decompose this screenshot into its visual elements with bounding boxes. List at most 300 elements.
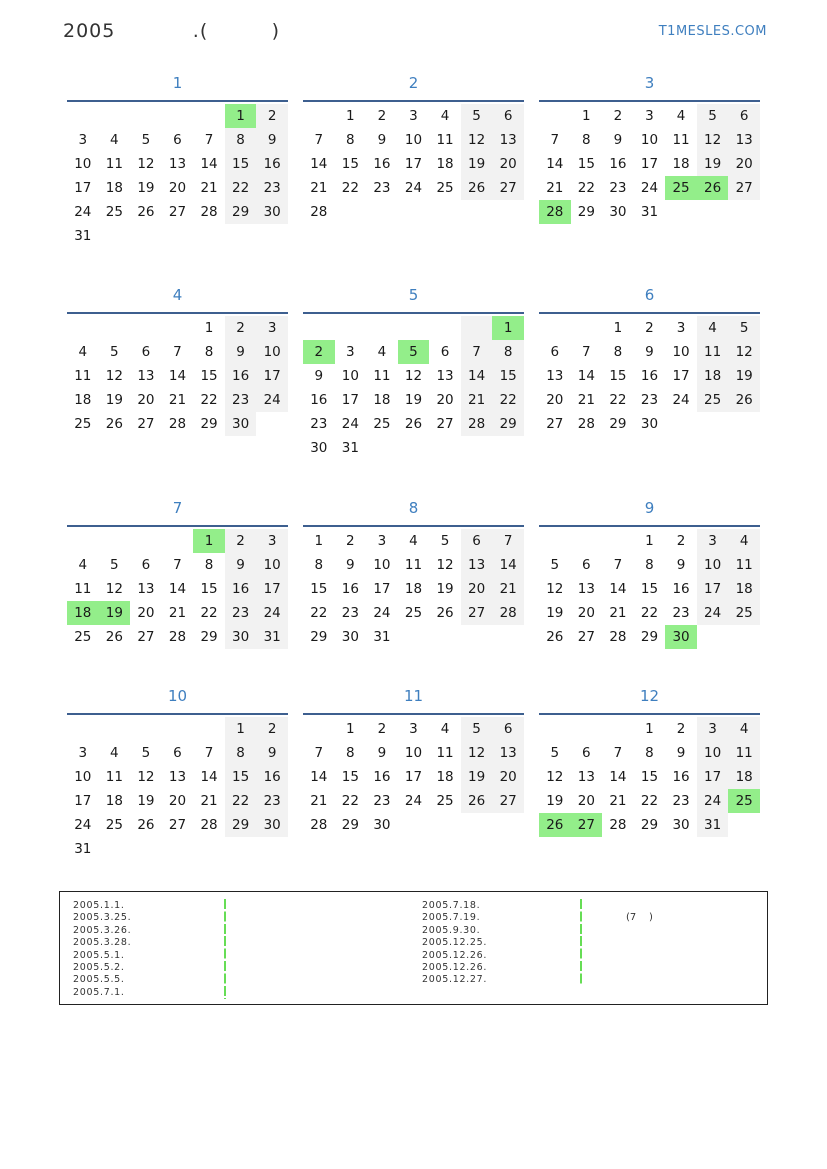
day-cell[interactable]: 28 xyxy=(492,601,524,625)
day-cell[interactable]: 12 xyxy=(728,340,760,364)
day-cell[interactable]: 29 xyxy=(640,817,659,833)
day-cell[interactable]: 6 xyxy=(582,745,591,761)
day-cell[interactable]: 25 xyxy=(74,416,92,432)
day-cell[interactable]: 23 xyxy=(609,180,627,196)
day-cell[interactable]: 1 xyxy=(582,108,591,124)
day-cell[interactable]: 10 xyxy=(404,745,423,761)
day-cell[interactable]: 18 xyxy=(672,156,690,172)
day-cell[interactable]: 20 xyxy=(577,793,595,809)
day-cell[interactable]: 20 xyxy=(436,392,454,408)
day-cell[interactable]: 18 xyxy=(728,577,760,601)
day-cell[interactable]: 10 xyxy=(256,340,288,364)
day-cell[interactable]: 8 xyxy=(204,557,214,573)
day-cell[interactable]: 5 xyxy=(550,557,560,573)
day-cell[interactable]: 23 xyxy=(256,176,288,200)
day-cell[interactable]: 30 xyxy=(310,440,328,456)
day-cell[interactable]: 25 xyxy=(728,601,760,625)
day-cell[interactable]: 12 xyxy=(436,557,454,573)
day-cell[interactable]: 16 xyxy=(256,152,288,176)
day-cell[interactable]: 4 xyxy=(409,533,418,549)
day-cell[interactable]: 27 xyxy=(546,416,564,432)
day-cell[interactable]: 17 xyxy=(373,581,391,597)
day-cell[interactable]: 10 xyxy=(256,553,288,577)
day-cell[interactable]: 5 xyxy=(110,344,119,360)
day-cell[interactable]: 16 xyxy=(341,581,359,597)
day-cell[interactable]: 3 xyxy=(676,320,686,336)
day-cell[interactable]: 6 xyxy=(141,344,151,360)
day-cell[interactable]: 26 xyxy=(461,176,493,200)
day-cell[interactable]: 18 xyxy=(697,364,729,388)
day-cell[interactable]: 21 xyxy=(200,793,218,809)
day-cell[interactable]: 5 xyxy=(440,533,450,549)
day-cell[interactable]: 10 xyxy=(697,741,729,765)
day-cell[interactable]: 17 xyxy=(256,577,288,601)
day-cell[interactable]: 3 xyxy=(645,108,654,124)
day-cell[interactable]: 15 xyxy=(341,156,359,172)
day-cell[interactable]: 1 xyxy=(225,717,257,741)
day-cell[interactable]: 10 xyxy=(640,132,659,148)
day-cell[interactable]: 19 xyxy=(546,605,564,621)
day-cell[interactable]: 17 xyxy=(404,156,423,172)
day-cell[interactable]: 23 xyxy=(640,392,659,408)
day-cell[interactable]: 16 xyxy=(225,577,257,601)
day-cell[interactable]: 14 xyxy=(310,156,328,172)
day-cell[interactable]: 23 xyxy=(672,605,690,621)
day-cell[interactable]: 13 xyxy=(577,581,595,597)
day-cell[interactable]: 7 xyxy=(582,344,591,360)
day-cell[interactable]: 15 xyxy=(577,156,595,172)
day-cell[interactable]: 20 xyxy=(492,152,524,176)
day-cell[interactable]: 5 xyxy=(141,132,151,148)
day-cell[interactable]: 24 xyxy=(256,388,288,412)
day-cell[interactable]: 31 xyxy=(373,629,391,645)
day-cell[interactable]: 23 xyxy=(373,180,391,196)
day-cell[interactable]: 7 xyxy=(613,745,623,761)
day-cell[interactable]: 6 xyxy=(461,529,493,553)
day-cell[interactable]: 29 xyxy=(310,629,328,645)
day-cell[interactable]: 9 xyxy=(377,745,387,761)
day-cell[interactable]: 4 xyxy=(377,344,387,360)
day-cell[interactable]: 27 xyxy=(168,204,187,220)
day-cell[interactable]: 11 xyxy=(105,156,123,172)
day-cell[interactable]: 26 xyxy=(137,817,155,833)
day-cell[interactable]: 25 xyxy=(105,817,123,833)
day-cell[interactable]: 15 xyxy=(640,769,659,785)
day-cell[interactable]: 12 xyxy=(137,156,155,172)
day-cell[interactable]: 9 xyxy=(676,557,686,573)
day-cell[interactable]: 2 xyxy=(377,721,387,737)
day-cell[interactable]: 18 xyxy=(67,601,99,625)
day-cell[interactable]: 20 xyxy=(168,180,187,196)
day-cell[interactable]: 3 xyxy=(256,316,288,340)
day-cell[interactable]: 8 xyxy=(346,132,355,148)
day-cell[interactable]: 30 xyxy=(225,412,257,436)
day-cell[interactable]: 13 xyxy=(492,128,524,152)
day-cell[interactable]: 7 xyxy=(461,340,493,364)
day-cell[interactable]: 8 xyxy=(582,132,591,148)
day-cell[interactable]: 22 xyxy=(225,789,257,813)
day-cell[interactable]: 25 xyxy=(436,793,454,809)
day-cell[interactable]: 17 xyxy=(256,364,288,388)
site-brand[interactable]: T1MESLES.COM xyxy=(658,24,767,39)
day-cell[interactable]: 23 xyxy=(225,601,257,625)
day-cell[interactable]: 20 xyxy=(728,152,760,176)
day-cell[interactable]: 8 xyxy=(645,745,654,761)
day-cell[interactable]: 27 xyxy=(728,176,760,200)
day-cell[interactable]: 21 xyxy=(168,392,187,408)
day-cell[interactable]: 12 xyxy=(461,741,493,765)
day-cell[interactable]: 18 xyxy=(373,392,391,408)
day-cell[interactable]: 4 xyxy=(676,108,686,124)
day-cell[interactable]: 12 xyxy=(546,769,564,785)
day-cell[interactable]: 24 xyxy=(672,392,690,408)
day-cell[interactable]: 28 xyxy=(310,204,328,220)
day-cell[interactable]: 13 xyxy=(577,769,595,785)
day-cell[interactable]: 17 xyxy=(672,368,690,384)
day-cell[interactable]: 16 xyxy=(373,769,391,785)
day-cell[interactable]: 24 xyxy=(404,180,423,196)
day-cell[interactable]: 9 xyxy=(645,344,654,360)
day-cell[interactable]: 30 xyxy=(225,625,257,649)
day-cell[interactable]: 24 xyxy=(341,416,359,432)
day-cell[interactable]: 2 xyxy=(256,717,288,741)
day-cell[interactable]: 23 xyxy=(373,793,391,809)
day-cell[interactable]: 20 xyxy=(461,577,493,601)
day-cell[interactable]: 21 xyxy=(577,392,595,408)
day-cell[interactable]: 19 xyxy=(546,793,564,809)
day-cell[interactable]: 3 xyxy=(697,529,729,553)
day-cell[interactable]: 30 xyxy=(373,817,391,833)
day-cell[interactable]: 7 xyxy=(613,557,623,573)
day-cell[interactable]: 6 xyxy=(173,132,182,148)
day-cell[interactable]: 31 xyxy=(697,813,729,837)
day-cell[interactable]: 31 xyxy=(341,440,359,456)
day-cell[interactable]: 18 xyxy=(105,793,123,809)
day-cell[interactable]: 4 xyxy=(110,745,119,761)
day-cell[interactable]: 13 xyxy=(728,128,760,152)
day-cell[interactable]: 12 xyxy=(105,368,123,384)
day-cell[interactable]: 17 xyxy=(697,765,729,789)
day-cell[interactable]: 30 xyxy=(341,629,359,645)
day-cell[interactable]: 7 xyxy=(550,132,560,148)
day-cell[interactable]: 1 xyxy=(492,316,524,340)
day-cell[interactable]: 29 xyxy=(577,204,595,220)
day-cell[interactable]: 16 xyxy=(609,156,627,172)
day-cell[interactable]: 5 xyxy=(697,104,729,128)
day-cell[interactable]: 13 xyxy=(492,741,524,765)
day-cell[interactable]: 1 xyxy=(645,533,654,549)
day-cell[interactable]: 9 xyxy=(256,741,288,765)
day-cell[interactable]: 27 xyxy=(492,789,524,813)
day-cell[interactable]: 21 xyxy=(492,577,524,601)
day-cell[interactable]: 21 xyxy=(168,605,187,621)
day-cell[interactable]: 4 xyxy=(440,721,450,737)
day-cell[interactable]: 26 xyxy=(697,176,729,200)
day-cell[interactable]: 6 xyxy=(173,745,182,761)
day-cell[interactable]: 11 xyxy=(404,557,423,573)
day-cell[interactable]: 18 xyxy=(74,392,92,408)
day-cell[interactable]: 29 xyxy=(200,629,218,645)
day-cell[interactable]: 16 xyxy=(640,368,659,384)
day-cell[interactable]: 25 xyxy=(404,605,423,621)
day-cell[interactable]: 1 xyxy=(346,721,355,737)
day-cell[interactable]: 2 xyxy=(676,533,686,549)
day-cell[interactable]: 2 xyxy=(346,533,355,549)
day-cell[interactable]: 5 xyxy=(461,104,493,128)
day-cell[interactable]: 7 xyxy=(204,745,214,761)
day-cell[interactable]: 9 xyxy=(256,128,288,152)
day-cell[interactable]: 10 xyxy=(74,156,92,172)
day-cell[interactable]: 25 xyxy=(74,629,92,645)
day-cell[interactable]: 12 xyxy=(546,581,564,597)
day-cell[interactable]: 29 xyxy=(492,412,524,436)
day-cell[interactable]: 8 xyxy=(346,745,355,761)
day-cell[interactable]: 20 xyxy=(137,605,155,621)
day-cell[interactable]: 22 xyxy=(492,388,524,412)
day-cell[interactable]: 2 xyxy=(645,320,654,336)
day-cell[interactable]: 28 xyxy=(310,817,328,833)
day-cell[interactable]: 18 xyxy=(436,769,454,785)
day-cell[interactable]: 7 xyxy=(314,745,324,761)
day-cell[interactable]: 5 xyxy=(141,745,151,761)
day-cell[interactable]: 30 xyxy=(640,416,659,432)
day-cell[interactable]: 27 xyxy=(461,601,493,625)
day-cell[interactable]: 19 xyxy=(137,793,155,809)
day-cell[interactable]: 27 xyxy=(137,629,155,645)
day-cell[interactable]: 14 xyxy=(310,769,328,785)
day-cell[interactable]: 24 xyxy=(640,180,659,196)
day-cell[interactable]: 12 xyxy=(404,368,423,384)
day-cell[interactable]: 15 xyxy=(609,368,627,384)
day-cell[interactable]: 29 xyxy=(341,817,359,833)
day-cell[interactable]: 2 xyxy=(225,316,257,340)
day-cell[interactable]: 30 xyxy=(609,204,627,220)
day-cell[interactable]: 8 xyxy=(314,557,324,573)
day-cell[interactable]: 27 xyxy=(168,817,187,833)
day-cell[interactable]: 6 xyxy=(728,104,760,128)
day-cell[interactable]: 16 xyxy=(256,765,288,789)
day-cell[interactable]: 2 xyxy=(613,108,623,124)
day-cell[interactable]: 9 xyxy=(225,340,257,364)
day-cell[interactable]: 31 xyxy=(256,625,288,649)
day-cell[interactable]: 27 xyxy=(436,416,454,432)
day-cell[interactable]: 13 xyxy=(461,553,493,577)
day-cell[interactable]: 5 xyxy=(728,316,760,340)
day-cell[interactable]: 24 xyxy=(74,204,92,220)
day-cell[interactable]: 1 xyxy=(204,320,214,336)
day-cell[interactable]: 29 xyxy=(200,416,218,432)
day-cell[interactable]: 8 xyxy=(492,340,524,364)
day-cell[interactable]: 2 xyxy=(256,104,288,128)
day-cell[interactable]: 23 xyxy=(225,388,257,412)
day-cell[interactable]: 8 xyxy=(225,741,257,765)
day-cell[interactable]: 28 xyxy=(539,200,571,224)
day-cell[interactable]: 11 xyxy=(728,553,760,577)
day-cell[interactable]: 20 xyxy=(577,605,595,621)
day-cell[interactable]: 9 xyxy=(377,132,387,148)
day-cell[interactable]: 11 xyxy=(74,368,92,384)
day-cell[interactable]: 3 xyxy=(697,717,729,741)
day-cell[interactable]: 22 xyxy=(577,180,595,196)
day-cell[interactable]: 19 xyxy=(728,364,760,388)
day-cell[interactable]: 19 xyxy=(461,152,493,176)
day-cell[interactable]: 3 xyxy=(409,721,418,737)
day-cell[interactable]: 27 xyxy=(492,176,524,200)
day-cell[interactable]: 13 xyxy=(546,368,564,384)
day-cell[interactable]: 15 xyxy=(341,769,359,785)
day-cell[interactable]: 13 xyxy=(436,368,454,384)
day-cell[interactable]: 5 xyxy=(398,340,430,364)
day-cell[interactable]: 18 xyxy=(404,581,423,597)
day-cell[interactable]: 16 xyxy=(672,581,690,597)
day-cell[interactable]: 5 xyxy=(550,745,560,761)
day-cell[interactable]: 6 xyxy=(582,557,591,573)
day-cell[interactable]: 14 xyxy=(609,769,627,785)
day-cell[interactable]: 12 xyxy=(137,769,155,785)
day-cell[interactable]: 13 xyxy=(168,769,187,785)
day-cell[interactable]: 19 xyxy=(404,392,423,408)
day-cell[interactable]: 6 xyxy=(550,344,560,360)
day-cell[interactable]: 8 xyxy=(645,557,654,573)
day-cell[interactable]: 21 xyxy=(461,388,493,412)
day-cell[interactable]: 16 xyxy=(225,364,257,388)
day-cell[interactable]: 19 xyxy=(697,152,729,176)
day-cell[interactable]: 23 xyxy=(310,416,328,432)
day-cell[interactable]: 9 xyxy=(225,553,257,577)
day-cell[interactable]: 21 xyxy=(200,180,218,196)
day-cell[interactable]: 14 xyxy=(609,581,627,597)
day-cell[interactable]: 3 xyxy=(78,132,88,148)
day-cell[interactable]: 2 xyxy=(225,529,257,553)
day-cell[interactable]: 30 xyxy=(256,200,288,224)
day-cell[interactable]: 4 xyxy=(110,132,119,148)
day-cell[interactable]: 25 xyxy=(373,416,391,432)
day-cell[interactable]: 17 xyxy=(404,769,423,785)
day-cell[interactable]: 24 xyxy=(404,793,423,809)
day-cell[interactable]: 20 xyxy=(492,765,524,789)
day-cell[interactable]: 8 xyxy=(613,344,623,360)
day-cell[interactable]: 11 xyxy=(672,132,690,148)
day-cell[interactable]: 15 xyxy=(492,364,524,388)
day-cell[interactable]: 1 xyxy=(225,104,257,128)
day-cell[interactable]: 15 xyxy=(200,581,218,597)
day-cell[interactable]: 28 xyxy=(609,817,627,833)
day-cell[interactable]: 22 xyxy=(640,605,659,621)
day-cell[interactable]: 4 xyxy=(440,108,450,124)
day-cell[interactable]: 17 xyxy=(341,392,359,408)
day-cell[interactable]: 1 xyxy=(193,529,225,553)
day-cell[interactable]: 4 xyxy=(728,717,760,741)
day-cell[interactable]: 15 xyxy=(310,581,328,597)
day-cell[interactable]: 29 xyxy=(609,416,627,432)
day-cell[interactable]: 31 xyxy=(74,228,92,244)
day-cell[interactable]: 26 xyxy=(105,416,123,432)
day-cell[interactable]: 22 xyxy=(200,605,218,621)
day-cell[interactable]: 14 xyxy=(200,156,218,172)
day-cell[interactable]: 28 xyxy=(168,629,187,645)
day-cell[interactable]: 14 xyxy=(577,368,595,384)
day-cell[interactable]: 18 xyxy=(436,156,454,172)
day-cell[interactable]: 30 xyxy=(665,625,697,649)
day-cell[interactable]: 11 xyxy=(74,581,92,597)
day-cell[interactable]: 22 xyxy=(609,392,627,408)
day-cell[interactable]: 14 xyxy=(492,553,524,577)
day-cell[interactable]: 10 xyxy=(373,557,391,573)
day-cell[interactable]: 28 xyxy=(168,416,187,432)
day-cell[interactable]: 5 xyxy=(461,717,493,741)
day-cell[interactable]: 26 xyxy=(105,629,123,645)
day-cell[interactable]: 11 xyxy=(373,368,391,384)
day-cell[interactable]: 22 xyxy=(640,793,659,809)
day-cell[interactable]: 14 xyxy=(168,368,187,384)
day-cell[interactable]: 24 xyxy=(697,601,729,625)
day-cell[interactable]: 24 xyxy=(256,601,288,625)
day-cell[interactable]: 3 xyxy=(377,533,387,549)
day-cell[interactable]: 9 xyxy=(613,132,623,148)
day-cell[interactable]: 14 xyxy=(168,581,187,597)
day-cell[interactable]: 30 xyxy=(256,813,288,837)
day-cell[interactable]: 3 xyxy=(78,745,88,761)
day-cell[interactable]: 15 xyxy=(200,368,218,384)
day-cell[interactable]: 29 xyxy=(640,629,659,645)
day-cell[interactable]: 24 xyxy=(74,817,92,833)
day-cell[interactable]: 17 xyxy=(697,577,729,601)
day-cell[interactable]: 16 xyxy=(373,156,391,172)
day-cell[interactable]: 13 xyxy=(137,368,155,384)
day-cell[interactable]: 5 xyxy=(110,557,119,573)
day-cell[interactable]: 10 xyxy=(672,344,690,360)
day-cell[interactable]: 14 xyxy=(461,364,493,388)
day-cell[interactable]: 1 xyxy=(645,721,654,737)
day-cell[interactable]: 4 xyxy=(78,557,88,573)
day-cell[interactable]: 27 xyxy=(137,416,155,432)
day-cell[interactable]: 8 xyxy=(204,344,214,360)
day-cell[interactable]: 9 xyxy=(676,745,686,761)
day-cell[interactable]: 26 xyxy=(404,416,423,432)
day-cell[interactable]: 26 xyxy=(728,388,760,412)
day-cell[interactable]: 7 xyxy=(492,529,524,553)
day-cell[interactable]: 26 xyxy=(546,629,564,645)
day-cell[interactable]: 20 xyxy=(168,793,187,809)
day-cell[interactable]: 21 xyxy=(546,180,564,196)
day-cell[interactable]: 30 xyxy=(672,817,690,833)
day-cell[interactable]: 28 xyxy=(577,416,595,432)
day-cell[interactable]: 21 xyxy=(609,793,627,809)
day-cell[interactable]: 12 xyxy=(105,581,123,597)
day-cell[interactable]: 18 xyxy=(728,765,760,789)
day-cell[interactable]: 7 xyxy=(204,132,214,148)
day-cell[interactable]: 11 xyxy=(105,769,123,785)
day-cell[interactable]: 22 xyxy=(225,176,257,200)
day-cell[interactable]: 19 xyxy=(461,765,493,789)
day-cell[interactable]: 19 xyxy=(137,180,155,196)
day-cell[interactable]: 21 xyxy=(310,793,328,809)
day-cell[interactable]: 21 xyxy=(609,605,627,621)
day-cell[interactable]: 15 xyxy=(640,581,659,597)
day-cell[interactable]: 8 xyxy=(225,128,257,152)
day-cell[interactable]: 11 xyxy=(728,741,760,765)
day-cell[interactable]: 21 xyxy=(310,180,328,196)
day-cell[interactable]: 24 xyxy=(373,605,391,621)
day-cell[interactable]: 25 xyxy=(105,204,123,220)
day-cell[interactable]: 24 xyxy=(697,789,729,813)
day-cell[interactable]: 12 xyxy=(697,128,729,152)
day-cell[interactable]: 26 xyxy=(539,813,571,837)
day-cell[interactable]: 25 xyxy=(728,789,760,813)
day-cell[interactable]: 15 xyxy=(225,765,257,789)
day-cell[interactable]: 19 xyxy=(105,392,123,408)
day-cell[interactable]: 22 xyxy=(310,605,328,621)
